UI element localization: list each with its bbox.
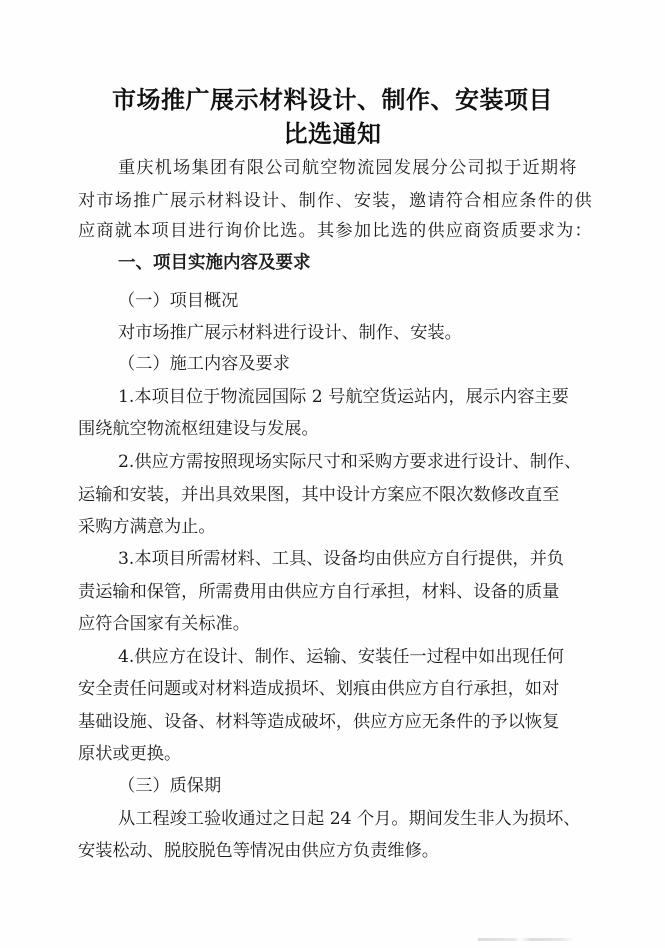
warranty-line-1: 从工程竣工验收通过之日起 24 个月。期间发生非人为损坏、 xyxy=(118,809,581,829)
intro-line-3: 应商就本项目进行询价比选。其参加比选的供应商资质要求为： xyxy=(78,221,593,241)
subsection-heading-warranty: （三）质保期 xyxy=(118,776,222,796)
intro-line-2: 对市场推广展示材料设计、制作、安装，邀请符合相应条件的供 xyxy=(78,191,593,211)
subsection-heading-overview: （一）项目概况 xyxy=(118,291,239,311)
item3-line-1: 3.本项目所需材料、工具、设备均由供应方自行提供，并负 xyxy=(118,549,565,569)
section-heading-1: 一、项目实施内容及要求 xyxy=(118,253,311,273)
item4-line-2: 安全责任问题或对材料造成损坏、划痕由供应方自行承担，如对 xyxy=(78,679,560,699)
item2-line-2: 运输和安装，并出具效果图，其中设计方案应不限次数修改直至 xyxy=(78,485,560,505)
item4-line-1: 4.供应方在设计、制作、运输、安装任一过程中如出现任何 xyxy=(118,647,565,667)
item3-line-3: 应符合国家有关标准。 xyxy=(78,614,250,634)
warranty-line-2: 安装松动、脱胶脱色等情况由供应方负责维修。 xyxy=(78,841,439,861)
item3-line-2: 责运输和保管，所需费用由供应方自行承担，材料、设备的质量 xyxy=(78,582,560,602)
item1-line-1: 1.本项目位于物流园国际 2 号航空货运站内，展示内容主要 xyxy=(118,387,569,407)
document-title-line2: 比选通知 xyxy=(283,119,382,148)
item4-line-3: 基础设施、设备、材料等造成破坏，供应方应无条件的予以恢复 xyxy=(78,712,560,732)
item4-line-4: 原状或更换。 xyxy=(78,744,182,764)
item2-line-1: 2.供应方需按照现场实际尺寸和采购方要求进行设计、制作、 xyxy=(118,452,582,472)
document-title-line1: 市场推广展示材料设计、制作、安装项目 xyxy=(112,85,553,114)
item1-line-2: 围绕航空物流枢纽建设与发展。 xyxy=(78,419,319,439)
overview-text: 对市场推广展示材料进行设计、制作、安装。 xyxy=(118,323,462,343)
item2-line-3: 采购方满意为止。 xyxy=(78,517,216,537)
intro-line-1: 重庆机场集团有限公司航空物流园发展分公司拟于近期将 xyxy=(118,158,578,178)
subsection-heading-requirements: （二）施工内容及要求 xyxy=(118,354,290,374)
page-bottom-scan-mark xyxy=(478,938,598,941)
